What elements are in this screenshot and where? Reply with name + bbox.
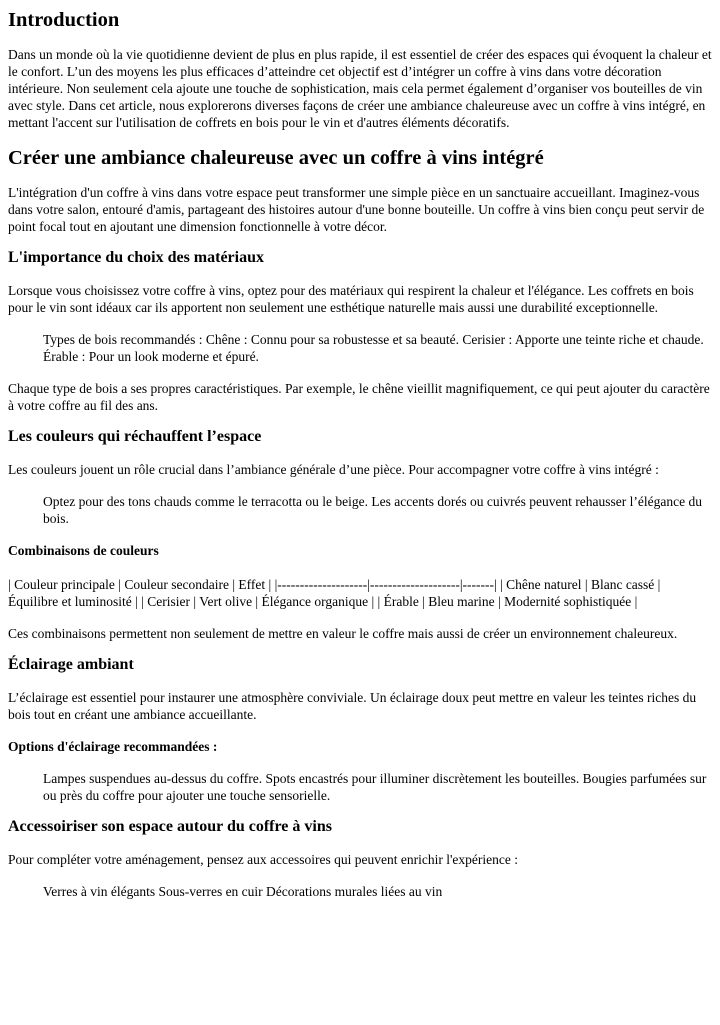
materials-heading: L'importance du choix des matériaux [8,249,264,266]
color-combos-heading: Combinaisons de couleurs [8,543,159,558]
section-heading: Créer une ambiance chaleureuse avec un coffre à vins intégré [8,147,544,169]
lighting-options-quote: Lampes suspendues au-dessus du coffre. Spots encastrés pour illuminer discrètement les bouteilles. Bougies parfumées sur ou près du coffre pour ajouter une touche sensorielle. [43,771,707,803]
lighting-paragraph: L’éclairage est essentiel pour instaurer une atmosphère conviviale. Un éclairage doux peut mettre en valeur les teintes riches du bois tout en créant une ambiance accueillante. [8,690,697,722]
wood-types-quote: Types de bois recommandés : Chêne : Connu pour sa robustesse et sa beauté. Cerisier : Apporte une teinte riche et chaude. Érable : Pour un look moderne et épuré. [43,332,704,364]
colors-closing: Ces combinaisons permettent non seulement de mettre en valeur le coffre mais aussi de créer un environnement chaleureux. [8,626,678,641]
accessories-quote: Verres à vin élégants Sous-verres en cuir Décorations murales liées au vin [43,884,443,899]
materials-paragraph: Lorsque vous choisissez votre coffre à vins, optez pour des matériaux qui respirent la chaleur et l'élégance. Les coffrets en bois pour le vin sont idéaux car ils apportent non seulement une esthétique naturelle mais aussi une durabilité exceptionnelle. [8,283,694,315]
colors-heading: Les couleurs qui réchauffent l’espace [8,428,262,445]
color-combos-table-text: | Couleur principale | Couleur secondaire | Effet | |--------------------|--------------------|-------| | Chêne naturel | Blanc cassé | Équilibre et luminosité | | Cerisier | Vert olive | Élégance organique | | Érable | Bleu marine | Modernité sophistiquée | [8,577,661,609]
colors-paragraph: Les couleurs jouent un rôle crucial dans l’ambiance générale d’une pièce. Pour accompagner votre coffre à vins intégré : [8,462,659,477]
accessories-heading: Accessoiriser son espace autour du coffre à vins [8,818,332,835]
section-paragraph: L'intégration d'un coffre à vins dans votre espace peut transformer une simple pièce en un sanctuaire accueillant. Imaginez-vous dans votre salon, entouré d'amis, partageant des histoires autour d'une bonne bouteille. Un coffre à vins bien conçu peut servir de point focal tout en ajoutant une dimension fonctionnelle à votre décor. [8,185,705,234]
intro-heading: Introduction [8,9,120,31]
intro-paragraph: Dans un monde où la vie quotidienne devient de plus en plus rapide, il est essentiel de créer des espaces qui évoquent la chaleur et le confort. L’un des moyens les plus efficaces d’atteindre cet objectif est d’intégrer un coffre à vins dans votre décoration intérieure. Non seulement cela ajoute une touche de sophistication, mais cela permet également d’organiser vos bouteilles de vin avec style. Dans cet article, nous explorerons diverses façons de créer une ambiance chaleureuse avec un coffre à vins intégré, en mettant l'accent sur l'utilisation de coffrets en bois pour le vin et d'autres éléments décoratifs. [8,47,712,130]
lighting-options-heading: Options d'éclairage recommandées : [8,739,218,754]
materials-closing: Chaque type de bois a ses propres caractéristiques. Par exemple, le chêne vieillit magnifiquement, ce qui peut ajouter du caractère à votre coffre au fil des ans. [8,381,710,413]
colors-quote: Optez pour des tons chauds comme le terracotta ou le beige. Les accents dorés ou cuivrés peuvent rehausser l’élégance du bois. [43,494,702,526]
accessories-paragraph: Pour compléter votre aménagement, pensez aux accessoires qui peuvent enrichir l'expérience : [8,852,518,867]
lighting-heading: Éclairage ambiant [8,656,134,673]
article [0,8,720,900]
